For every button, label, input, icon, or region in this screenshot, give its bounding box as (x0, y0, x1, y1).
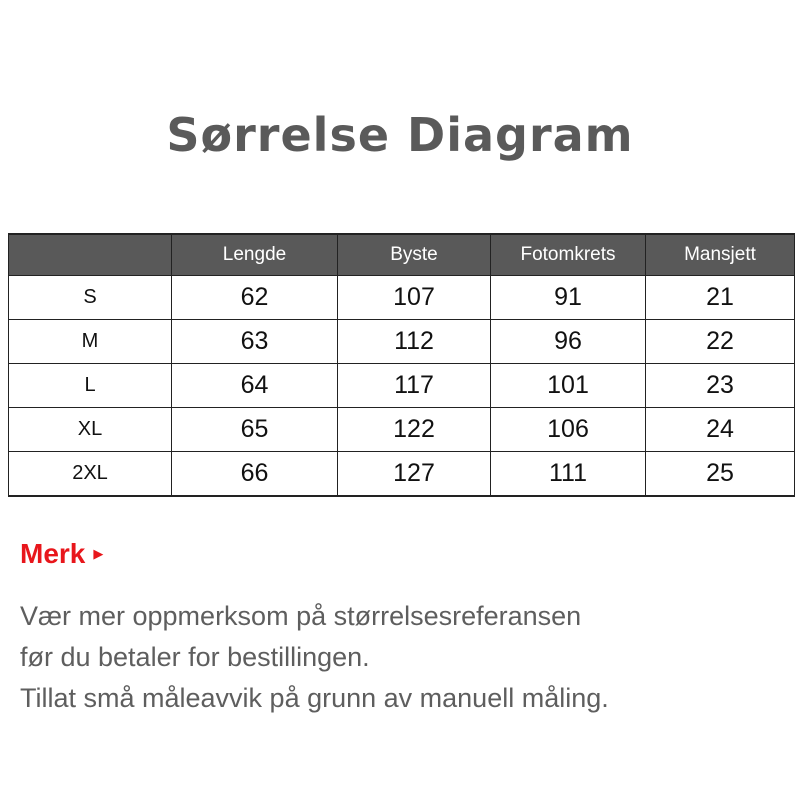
mansjett-value: 21 (646, 276, 795, 320)
page-title: Sørrelse Diagram (166, 108, 634, 162)
fotomkrets-value: 91 (491, 276, 646, 320)
triangle-right-icon: ▶ (93, 546, 104, 561)
fotomkrets-value: 106 (491, 408, 646, 452)
size-label: S (9, 276, 172, 320)
byste-value: 122 (338, 408, 491, 452)
byste-value: 112 (338, 320, 491, 364)
mansjett-value: 24 (646, 408, 795, 452)
size-label: L (9, 364, 172, 408)
byste-value: 107 (338, 276, 491, 320)
header-byste: Byste (338, 234, 491, 276)
lengde-value: 62 (172, 276, 338, 320)
table-row (9, 364, 795, 408)
note-line: før du betaler for bestillingen. (20, 642, 370, 672)
size-label: XL (9, 408, 172, 452)
header-fotomkrets: Fotomkrets (491, 234, 646, 276)
header-lengde: Lengde (172, 234, 338, 276)
note-line: Vær mer oppmerksom på størrelsesreferansen (20, 601, 582, 631)
header-corner (9, 234, 172, 276)
fotomkrets-value: 96 (491, 320, 646, 364)
size-table (8, 233, 795, 497)
mansjett-value: 22 (646, 320, 795, 364)
byste-value: 117 (338, 364, 491, 408)
note-text (20, 596, 790, 719)
size-label: M (9, 320, 172, 364)
fotomkrets-value: 101 (491, 364, 646, 408)
fotomkrets-value: 111 (491, 452, 646, 497)
table-row (9, 276, 795, 320)
lengde-value: 64 (172, 364, 338, 408)
lengde-value: 63 (172, 320, 338, 364)
note-heading (20, 538, 103, 570)
mansjett-value: 25 (646, 452, 795, 497)
note-heading-label: Merk (20, 538, 86, 569)
table-header-row (9, 234, 795, 276)
note-line: Tillat små måleavvik på grunn av manuell måling. (20, 683, 609, 713)
byste-value: 127 (338, 452, 491, 497)
lengde-value: 66 (172, 452, 338, 497)
header-mansjett: Mansjett (646, 234, 795, 276)
table-row (9, 320, 795, 364)
lengde-value: 65 (172, 408, 338, 452)
table-row (9, 408, 795, 452)
size-label: 2XL (9, 452, 172, 497)
mansjett-value: 23 (646, 364, 795, 408)
table-row (9, 452, 795, 497)
